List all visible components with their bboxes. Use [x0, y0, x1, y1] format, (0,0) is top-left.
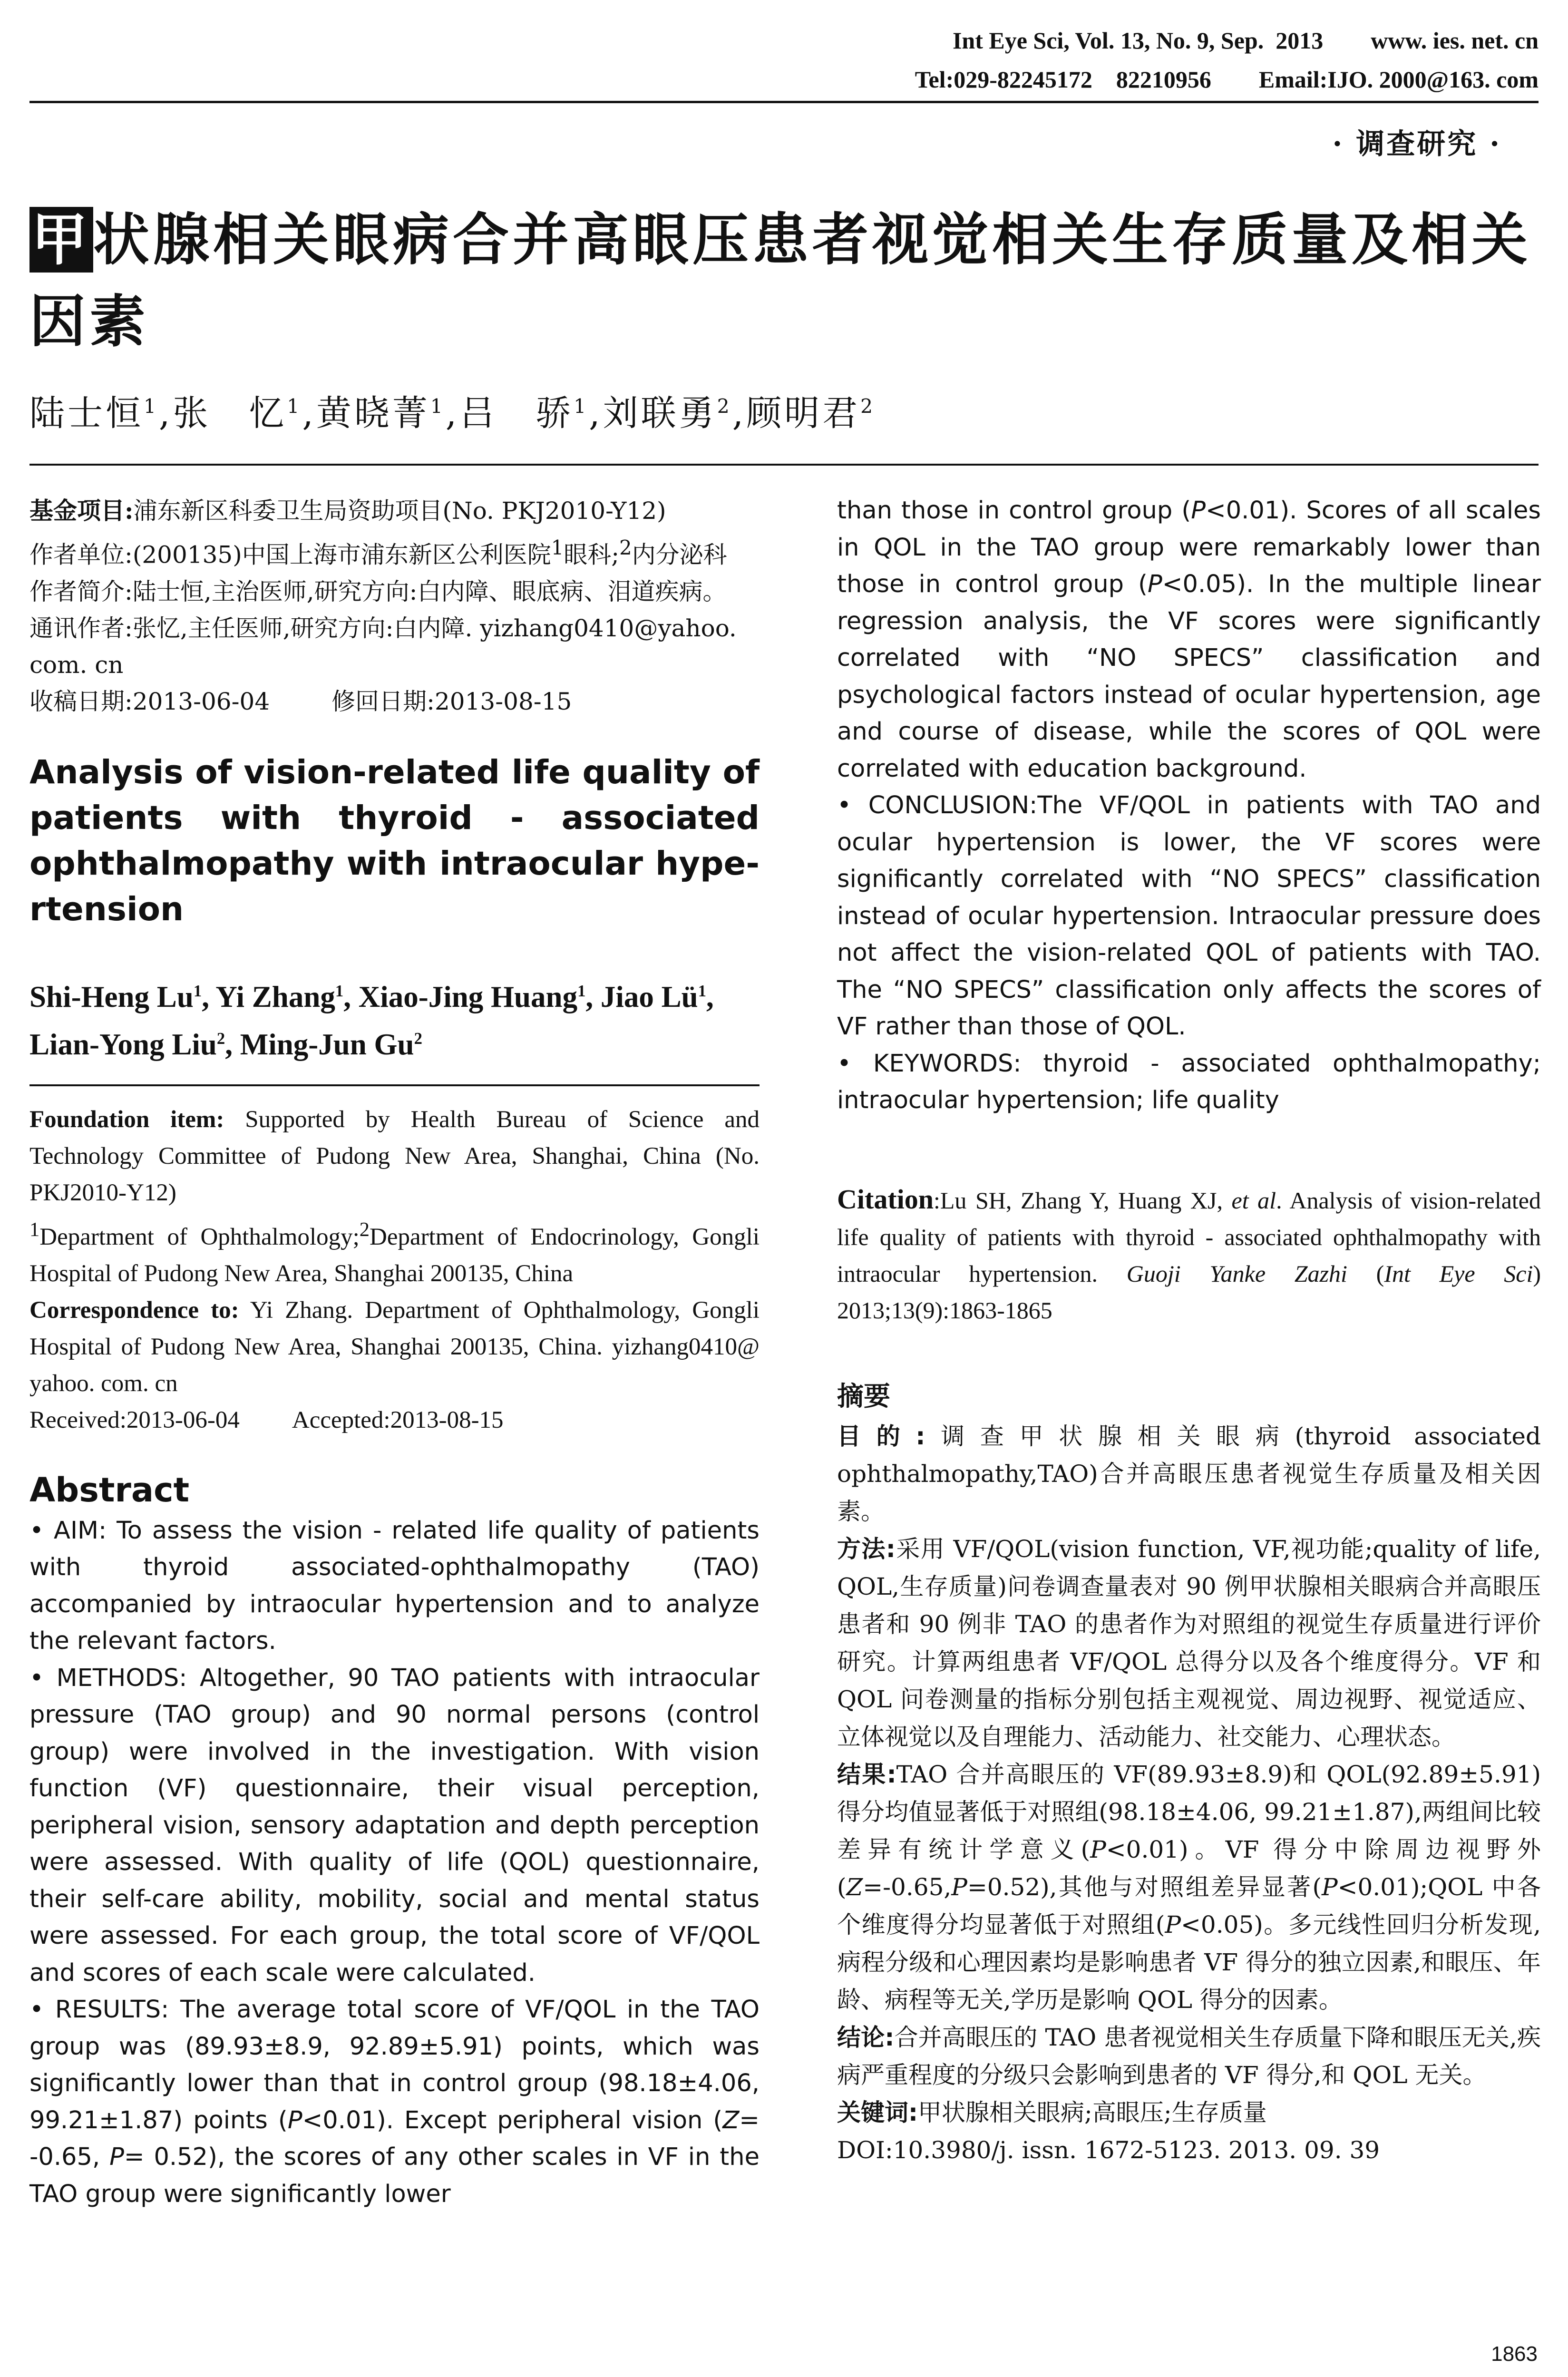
title-en: Analysis of vision-related life quality of patients with thyroid - associated ophthalmopathy with intraocular hype-rtension: [29, 753, 760, 928]
journal-header-line1: Int Eye Sci, Vol. 13, No. 9, Sep. 2013 www. ies. net. cn: [952, 27, 1539, 54]
title-cn-rest: 状腺相关眼病合并高眼压患者视觉相关生存质量及相关因素: [29, 207, 1532, 354]
abstract-heading: Abstract: [29, 1470, 190, 1510]
article-info-cn: 基金项目:浦东新区科委卫生局资助项目(No. PKJ2010-Y12) 作者单位:(200135)中国上海市浦东新区公利医院$^1$眼科;$^2$内分泌科 作者简介:陆士恒,主治医师,研究方向:白内障、眼底病、泪道疾病。 通讯作者:张忆,主任医师,研究方向:白内障. yizhang0410@yahoo. com. cn 收稿日期:2013-06-04 修回日期:2013-08-15: [29, 497, 737, 715]
author-cn: 黄晓菁: [316, 393, 430, 434]
zhaiyao-text: 目的:调查甲状腺相关眼病(thyroid associated ophthalmopathy,TAO)合并高眼压患者视觉生存质量及相关因素。 方法:采用 VF/QOL(vision function, VF,视功能;quality of life, QOL,生存质量)问卷调查量表对 90 例甲状腺相关眼病合并高眼压患者和 90 例非 TAO 的患者作为对照组的视觉生存质量进行评价研究。计算两组患者 VF/QOL 总得分以及各个维度得分。VF 和 QOL 问卷测量的指标分别包括主观视觉、周边视野、视觉适应、立体视觉以及自理能力、活动能力、社交能力、心理状态。 结果:TAO 合并高眼压的 VF(89.93±8.9)和 QOL(92.89±5.91)得分均值显著低于对照组(98.18±4.06, 99.21±1.87),两组间比较差异有统计学意义(P<0.01)。VF 得分中除周边视野外(Z=-0.65,P=0.52),其他与对照组差异显著(P<0.01);QOL 中各个维度得分均显著低于对照组(P<0.05)。多元线性回归分析发现,病程分级和心理因素均是影响患者 VF 得分的独立因素,和眼压、年龄、病程等无关,学历是影响 QOL 得分的因素。 结论:合并高眼压的 TAO 患者视觉相关生存质量下降和眼压无关,疾病严重程度的分级只会影响到患者的 VF 得分,和 QOL 无关。 关键词:甲状腺相关眼病;高眼压;生存质量 DOI:10.3980/j. issn. 1672-5123. 2013. 09. 39: [837, 1418, 1541, 2169]
section-tag: · 调查研究 ·: [1332, 127, 1501, 161]
zhaiyao-heading: 摘要: [837, 1381, 890, 1412]
abstract-text-right: than those in control group (P<0.01). Scores of all scales in QOL in the TAO group were remarkably lower than those in control group (P<0.05). In the multiple linear regression analysis, the VF scores were significantly correlated with “NO SPECS” classification and psychological factors instead of ocular hypertension, age and course of disease, while the scores of QOL were correlated with education background. • CONCLUSION:The VF/QOL in patients with TAO and ocular hypertension is lower, the VF scores were significantly correlated with “NO SPECS” classification instead of ocular hypertension. Intraocular pressure does not affect the vision-related QOL of patients with TAO. The “NO SPECS” classification only affects the scores of VF rather than those of QOL. • KEYWORDS: thyroid - associated ophthalmopathy; intraocular hypertension; life quality: [837, 497, 1541, 1114]
author-cn: 顾明君: [746, 393, 861, 434]
author-cn: 吕 骄: [459, 393, 574, 434]
authors-en: Shi-Heng Lu$^1$, Yi Zhang$^1$, Xiao-Jing Huang$^1$, Jiao $Lü^1$, Lian-Yong Liu$^2$, Ming-Jun Gu$^2$: [29, 980, 714, 1061]
right-column: [837, 492, 1541, 2169]
page-number: 1863: [1491, 2342, 1538, 2366]
journal-header-line2: Tel:029-82245172 82210956 Email:IJO. 2000@163. com: [915, 66, 1539, 93]
foundation-info: Foundation item: Supported by Health Bureau of Science and Technology Committee of Pudong New Area, Shanghai, China (No. PKJ2010-Y12) $^1$Department of Ophthalmology;$^2$Department of Endocrinology, Gongli Hospital of Pudong New Area, Shanghai 200135, China Correspondence to: Yi Zhang. Department of Ophthalmology, Gongli Hospital of Pudong New Area, Shanghai 200135, China. yizhang0410@ yahoo. com. cn Received:2013-06-04 Accepted:2013-08-15: [29, 1106, 760, 1433]
authors-cn: 陆士恒$^1$,张 忆$^1$,黄晓菁$^1$,吕 骄$^1$,刘联勇$^2$,顾明君$^2$: [29, 393, 876, 434]
author-cn: 张 忆: [173, 393, 287, 434]
authors-rule: [29, 1084, 760, 1086]
abstract-text-left: • AIM: To assess the vision - related life quality of patients with thyroid associated-ophthalmopathy (TAO) accompanied by intraocular hypertension and to analyze the relevant factors. • METHODS: Altogether, 90 TAO patients with intraocular pressure (TAO group) and 90 normal persons (control group) were involved in the investigation. With vision function (VF) questionnaire, their visual perception, peripheral vision, sensory adaptation and depth perception were assessed. With quality of life (QOL) questionnaire, their self-care ability, mobility, social and mental status were assessed. For each group, the total score of VF/QOL and scores of each scale were calculated. • RESULTS: The average total score of VF/QOL in the TAO group was (89.93±8.9, 92.89±5.91) points, which was significantly lower than that in control group (98.18±4.06, 99.21±1.87) points (P<0.01). Except peripheral vision (Z= -0.65, P= 0.52), the scores of any other scales in VF in the TAO group were significantly lower: [29, 1516, 760, 2208]
author-cn: 陆士恒: [29, 393, 144, 434]
title-first-char: 甲: [29, 207, 93, 273]
doi: DOI:10.3980/j. issn. 1672-5123. 2013. 09. 39: [837, 2136, 1380, 2164]
title-rule: [29, 464, 1539, 466]
header-rule: [29, 101, 1539, 103]
author-cn: 刘联勇: [603, 393, 717, 434]
citation: Citation:Lu SH, Zhang Y, Huang XJ, et al. Analysis of vision-related life quality of patients with thyroid - associated ophthalmopathy with intraocular hypertension. Guoji Yanke Zazhi (Int Eye Sci) 2013;13(9):1863-1865: [837, 1183, 1541, 1324]
title-cn: [29, 199, 1539, 362]
left-column: [29, 492, 760, 2212]
